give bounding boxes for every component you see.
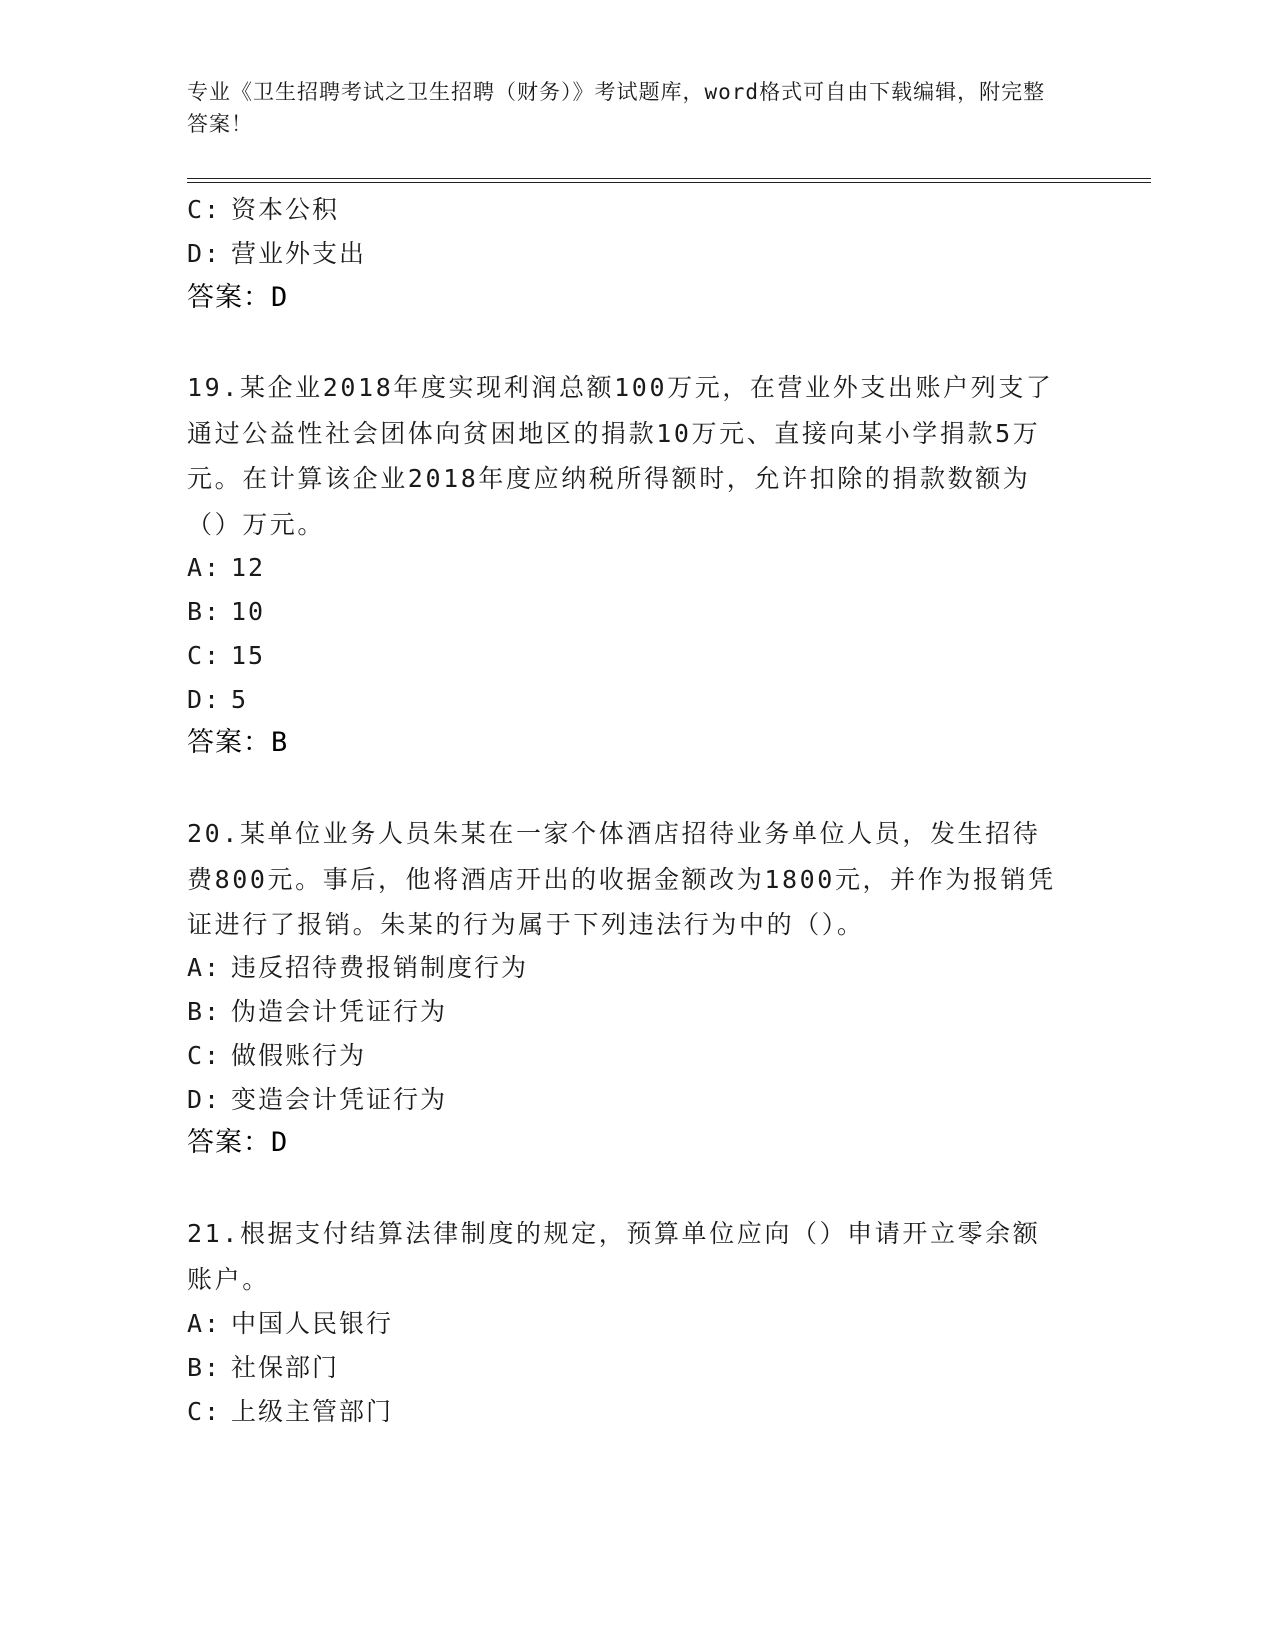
document-header: 专业《卫生招聘考试之卫生招聘（财务）》考试题库，word格式可自由下载编辑，附完整答案！ — [187, 80, 1046, 136]
q21-option-b: B: 社保部门 — [187, 1353, 340, 1382]
q19-option-a: A: 12 — [187, 553, 266, 582]
q18-option-c: C: 资本公积 — [187, 195, 340, 224]
q20-option-a: A: 违反招待费报销制度行为 — [187, 953, 529, 982]
q19-option-c: C: 15 — [187, 641, 266, 670]
q18-option-d: D: 营业外支出 — [187, 239, 367, 268]
q20-option-b: B: 伪造会计凭证行为 — [187, 997, 448, 1026]
q20-stem: 20.某单位业务人员朱某在一家个体酒店招待业务单位人员，发生招待费800元。事后，他将酒店开出的收据金额改为1800元，并作为报销凭证进行了报销。朱某的行为属于下列违法行为中的（）。 — [187, 819, 1056, 939]
q19-stem: 19.某企业2018年度实现利润总额100万元，在营业外支出账户列支了通过公益性社会团体向贫困地区的捐款10万元、直接向某小学捐款5万元。在计算该企业2018年度应纳税所得额时，允许扣除的捐款数额为（）万元。 — [187, 373, 1054, 539]
q21-option-c: C: 上级主管部门 — [187, 1397, 394, 1426]
q20-option-c: C: 做假账行为 — [187, 1041, 367, 1070]
q19-option-b: B: 10 — [187, 597, 266, 626]
q19-answer: 答案：B — [187, 727, 289, 758]
q21-option-a: A: 中国人民银行 — [187, 1309, 394, 1338]
q20-option-d: D: 变造会计凭证行为 — [187, 1085, 448, 1114]
q18-answer: 答案：D — [187, 282, 289, 313]
q19-option-d: D: 5 — [187, 685, 249, 714]
q21-stem: 21.根据支付结算法律制度的规定，预算单位应向（）申请开立零余额账户。 — [187, 1219, 1041, 1294]
q20-answer: 答案：D — [187, 1127, 289, 1158]
header-divider-bottom — [187, 182, 1151, 183]
header-divider-top — [187, 178, 1151, 179]
